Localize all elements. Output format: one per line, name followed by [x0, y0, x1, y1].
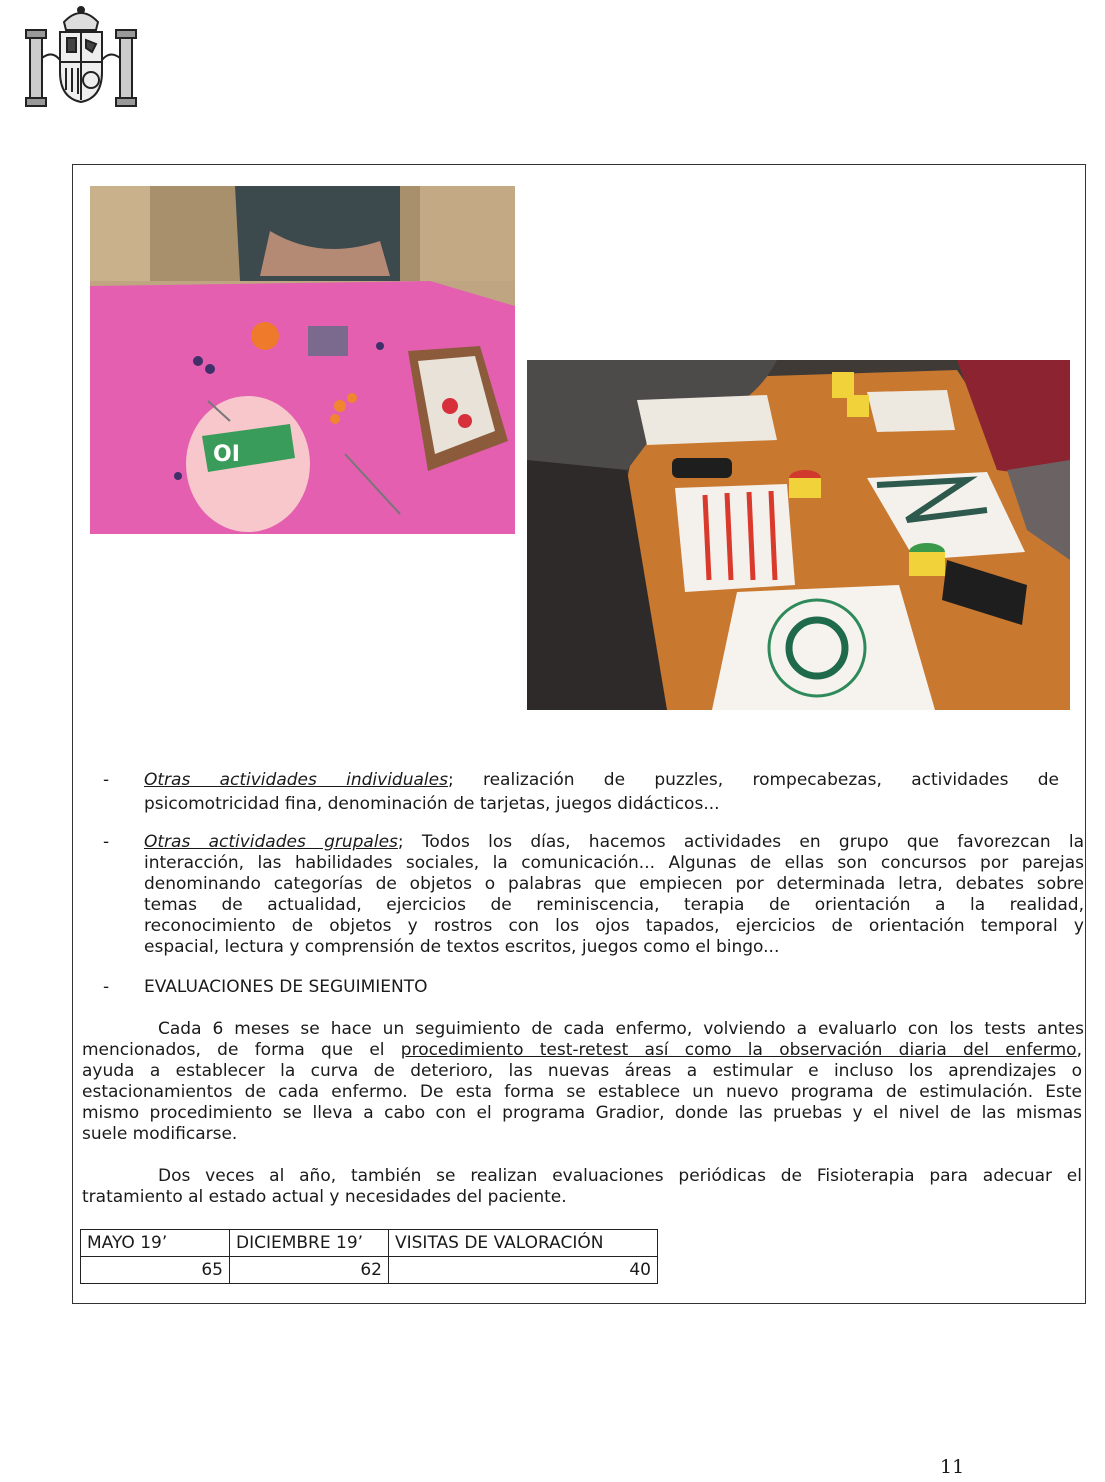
table-header-cell: VISITAS DE VALORACIÓN	[389, 1230, 658, 1257]
bullet-grupales-line1: ; Todos los días, hacemos actividades en grupo que favorezcan la	[397, 832, 1085, 852]
paragraph1-line2-post: ,	[1076, 1040, 1082, 1060]
paragraph2-line2: tratamiento al estado actual y necesidades del paciente.	[82, 1187, 567, 1207]
bullet-individuales-line2: psicomotricidad fina, denominación de tarjetas, juegos didácticos...	[144, 794, 720, 814]
bullet-grupales-line3: denominando categorías de objetos o palabras que empiecen por determinada letra, debates sobre	[144, 874, 1084, 894]
paragraph1-line5: mismo procedimiento se lleva a cabo con el programa Gradior, donde las pruebas y el nivel de las mismas	[82, 1103, 1082, 1123]
paragraph1-line4: estacionamientos de cada enfermo. De esta forma se establece un nuevo programa de estimulación. Este	[82, 1082, 1082, 1102]
evaluation-counts-table	[80, 1229, 658, 1284]
table-cell: 40	[389, 1257, 658, 1284]
page-number: 11	[940, 1456, 965, 1478]
bullet-grupales-line5: reconocimiento de objetos y rostros con los ojos tapados, ejercicios de orientación temporal y	[144, 916, 1084, 936]
paragraph1-line2-pre: mencionados, de forma que el	[82, 1040, 401, 1060]
bullet-individuales-text: ; realización de puzzles, rompecabezas, actividades de	[447, 770, 1060, 790]
bullet-dash: -	[103, 832, 110, 852]
photo-crafts-table	[90, 186, 515, 534]
bullet-grupales	[144, 832, 1084, 853]
table-cell: 62	[230, 1257, 389, 1284]
paragraph1-line3: ayuda a establecer la curva de deterioro, las nuevas áreas a estimular e incluso los aprendizajes o	[82, 1061, 1082, 1081]
bullet-grupales-line4: temas de actualidad, ejercicios de reminiscencia, terapia de orientación a la realidad,	[144, 895, 1084, 915]
table-header-row	[81, 1230, 658, 1257]
bullet-dash: -	[103, 977, 110, 997]
table-row	[81, 1257, 658, 1284]
paragraph1-line6: suele modificarse.	[82, 1124, 238, 1144]
bullet-dash: -	[103, 770, 110, 790]
coat-of-arms-icon	[22, 2, 140, 110]
paragraph2-line1: Dos veces al año, también se realizan evaluaciones periódicas de Fisioterapia para adecuar el	[158, 1166, 1082, 1186]
paragraph1-underlined: procedimiento test-retest así como la observación diaria del enfermo	[400, 1040, 1077, 1060]
table-header-cell: MAYO 19’	[81, 1230, 230, 1257]
paragraph1-line1: Cada 6 meses se hace un seguimiento de cada enfermo, volviendo a evaluarlo con los tests antes	[158, 1019, 1084, 1039]
section-evaluaciones-title: EVALUACIONES DE SEGUIMIENTO	[144, 977, 428, 997]
table-header-cell: DICIEMBRE 19’	[230, 1230, 389, 1257]
bullet-grupales-line2: interacción, las habilidades sociales, la comunicación... Algunas de ellas son concursos por parejas	[144, 853, 1084, 873]
bullet-individuales	[144, 770, 1059, 791]
bullet-grupales-line6: espacial, lectura y comprensión de textos escritos, juegos como el bingo...	[144, 937, 780, 957]
table-cell: 65	[81, 1257, 230, 1284]
bullet-individuales-title: Otras actividades individuales	[144, 770, 448, 790]
wool-label: OI	[213, 442, 240, 467]
bullet-grupales-title: Otras actividades grupales	[144, 832, 398, 852]
photo-clay-activity	[527, 360, 1070, 710]
paragraph1-line2	[82, 1040, 1082, 1061]
